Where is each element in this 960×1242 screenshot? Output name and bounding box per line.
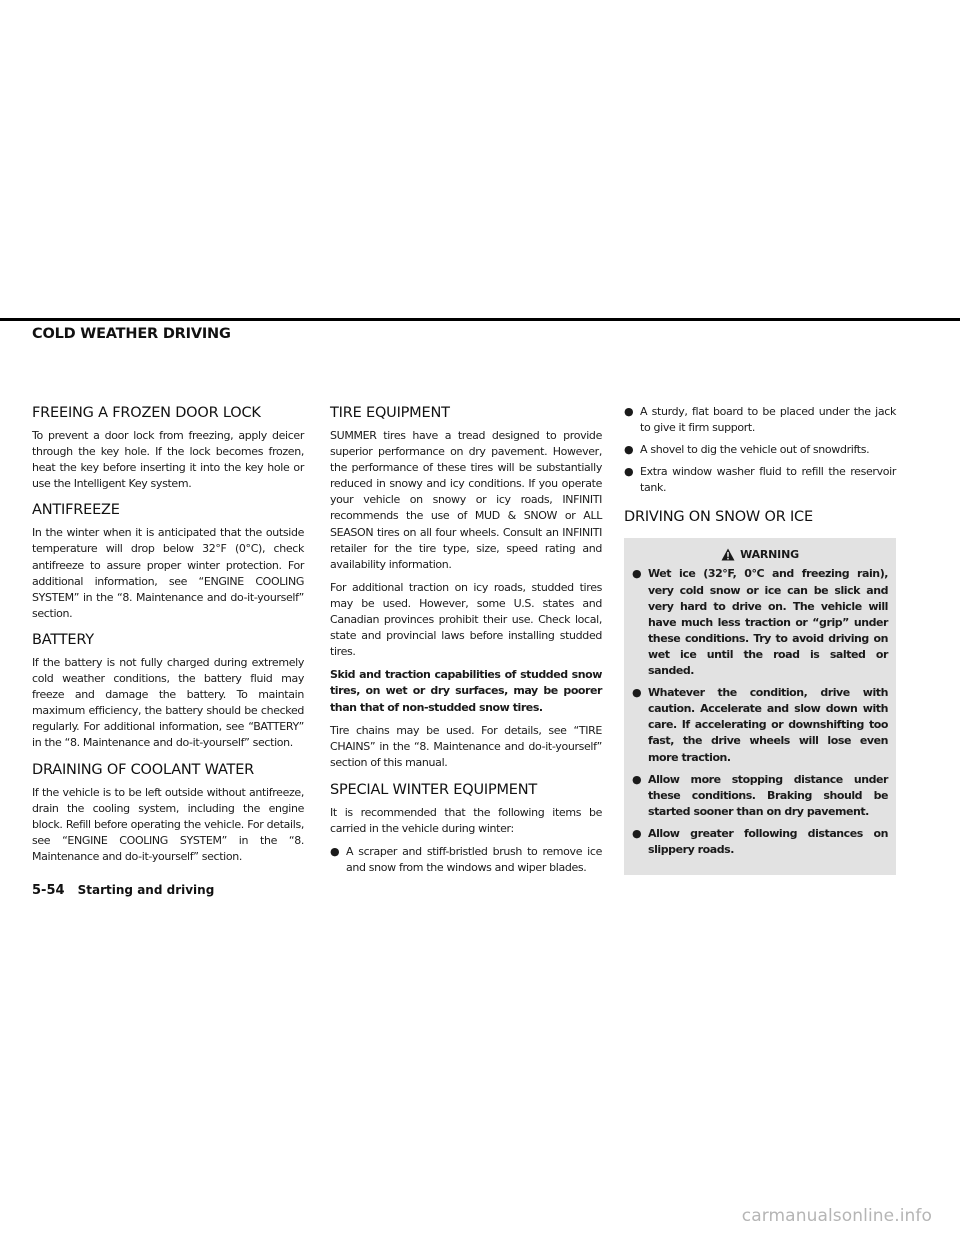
watermark-bar [0, 1196, 960, 1242]
section-battery [32, 631, 304, 752]
chapter-name: Starting and driving [77, 883, 215, 897]
list-item: ● Allow greater following distances on slippery roads. [632, 826, 888, 856]
bullet-icon: ● [632, 686, 642, 700]
paragraph: To prevent a door lock from freezing, apply deicer through the key hole. If the lock becomes frozen, heat the key before inserting it into the key hole or use the Intelligent Key system. [32, 429, 304, 491]
list-item: ● A scraper and stiff-bristled brush to remove ice and snow from the windows and wiper blades. [330, 845, 602, 875]
column-3 [624, 404, 896, 875]
heading-antifreeze: ANTIFREEZE [32, 502, 120, 519]
list-item: ● Extra window washer fluid to refill the reservoir tank. [624, 465, 896, 495]
paragraph: It is recommended that the following items be carried in the vehicle during winter: [330, 805, 602, 835]
paragraph: For additional traction on icy roads, studded tires may be used. However, some U.S. states and Canadian provinces prohibit their use. Check local, state and provincial laws before installing studded tires. [330, 580, 602, 659]
page-footer [32, 879, 214, 899]
section-frozen-door-lock [32, 404, 304, 492]
warning-header [632, 544, 888, 562]
heading-special-winter-equipment: SPECIAL WINTER EQUIPMENT [330, 781, 538, 798]
watermark-text: carmanualsonline.info [741, 1206, 932, 1226]
page-header [0, 318, 960, 370]
column-2 [330, 404, 602, 883]
paragraph: Tire chains may be used. For details, see “TIRE CHAINS” in the “8. Maintenance and do-it-yourself” section of this manual. [330, 723, 602, 769]
bold-paragraph: Skid and traction capabilities of studded snow tires, on wet or dry surfaces, may be poorer than that of non-studded snow tires. [330, 668, 602, 714]
list-item: ● Wet ice (32°F, 0°C and freezing rain), very cold snow or ice can be slick and very hard to drive on. The vehicle will have much less traction or “grip” under these conditions. Try to avoid driving on wet ice until the road is salted or sanded. [632, 567, 888, 678]
paragraph: If the battery is not fully charged during extremely cold weather conditions, the battery fluid may freeze and damage the battery. To maintain maximum efficiency, the battery should be checked regularly. For additional information, see “BATTERY” in the “8. Maintenance and do-it-yourself” section. [32, 655, 304, 750]
bullet-icon: ● [632, 567, 642, 581]
warning-label: WARNING [740, 548, 799, 562]
column-1 [32, 404, 304, 874]
bullet-icon: ● [624, 443, 634, 457]
bullet-list [330, 844, 602, 876]
paragraph: In the winter when it is anticipated that the outside temperature will drop below 32°F (0°C), check antifreeze to assure proper winter protection. For additional information, see “ENGINE COOLING SYSTEM” in the “8. Maintenance and do-it-yourself” section. [32, 526, 304, 620]
warning-triangle-icon [721, 548, 735, 561]
paragraph: SUMMER tires have a tread designed to provide superior performance on dry pavement. However, the performance of these tires will be substantially reduced in snowy and icy conditions. If you operate your vehicle on snowy or icy roads, INFINITI recommends the use of MUD & SNOW or ALL SEASON tires on all four wheels. Consult an INFINITI retailer for the tire type, size, speed rating and availability information. [330, 429, 602, 571]
list-item: ● A shovel to dig the vehicle out of snowdrifts. [624, 442, 896, 458]
page-number: 5-54 [32, 883, 65, 898]
heading-battery: BATTERY [32, 631, 94, 648]
bullet-icon: ● [624, 465, 634, 479]
bullet-icon: ● [632, 826, 642, 840]
bullet-icon: ● [330, 845, 340, 859]
heading-coolant-water: DRAINING OF COOLANT WATER [32, 761, 255, 778]
list-item: ● Whatever the condition, drive with caution. Accelerate and slow down with care. If accelerating or downshifting too fast, the drive wheels will lose even more traction. [632, 686, 888, 764]
section-antifreeze [32, 501, 304, 622]
warning-box [624, 538, 896, 875]
section-title: COLD WEATHER DRIVING [32, 326, 231, 342]
bullet-icon: ● [624, 405, 634, 418]
heading-frozen-door-lock: FREEING A FROZEN DOOR LOCK [32, 405, 261, 421]
paragraph: If the vehicle is to be left outside without antifreeze, drain the cooling system, including the engine block. Refill before operating the vehicle. For details, see “ENGINE COOLING SYSTEM” in the “8. Maintenance and do-it-yourself” section. [32, 785, 304, 863]
section-coolant-water [32, 761, 304, 865]
bullet-icon: ● [632, 772, 642, 786]
list-item: ● Allow more stopping distance under these conditions. Braking should be started sooner than on dry pavement. [632, 772, 888, 818]
header-rule [0, 318, 960, 321]
heading-tire-equipment: TIRE EQUIPMENT [330, 405, 450, 421]
warning-list [632, 566, 888, 858]
heading-driving-snow-ice: DRIVING ON SNOW OR ICE [624, 509, 813, 526]
bullet-list [624, 404, 896, 496]
list-item: ● A sturdy, flat board to be placed under the jack to give it firm support. [624, 405, 896, 435]
